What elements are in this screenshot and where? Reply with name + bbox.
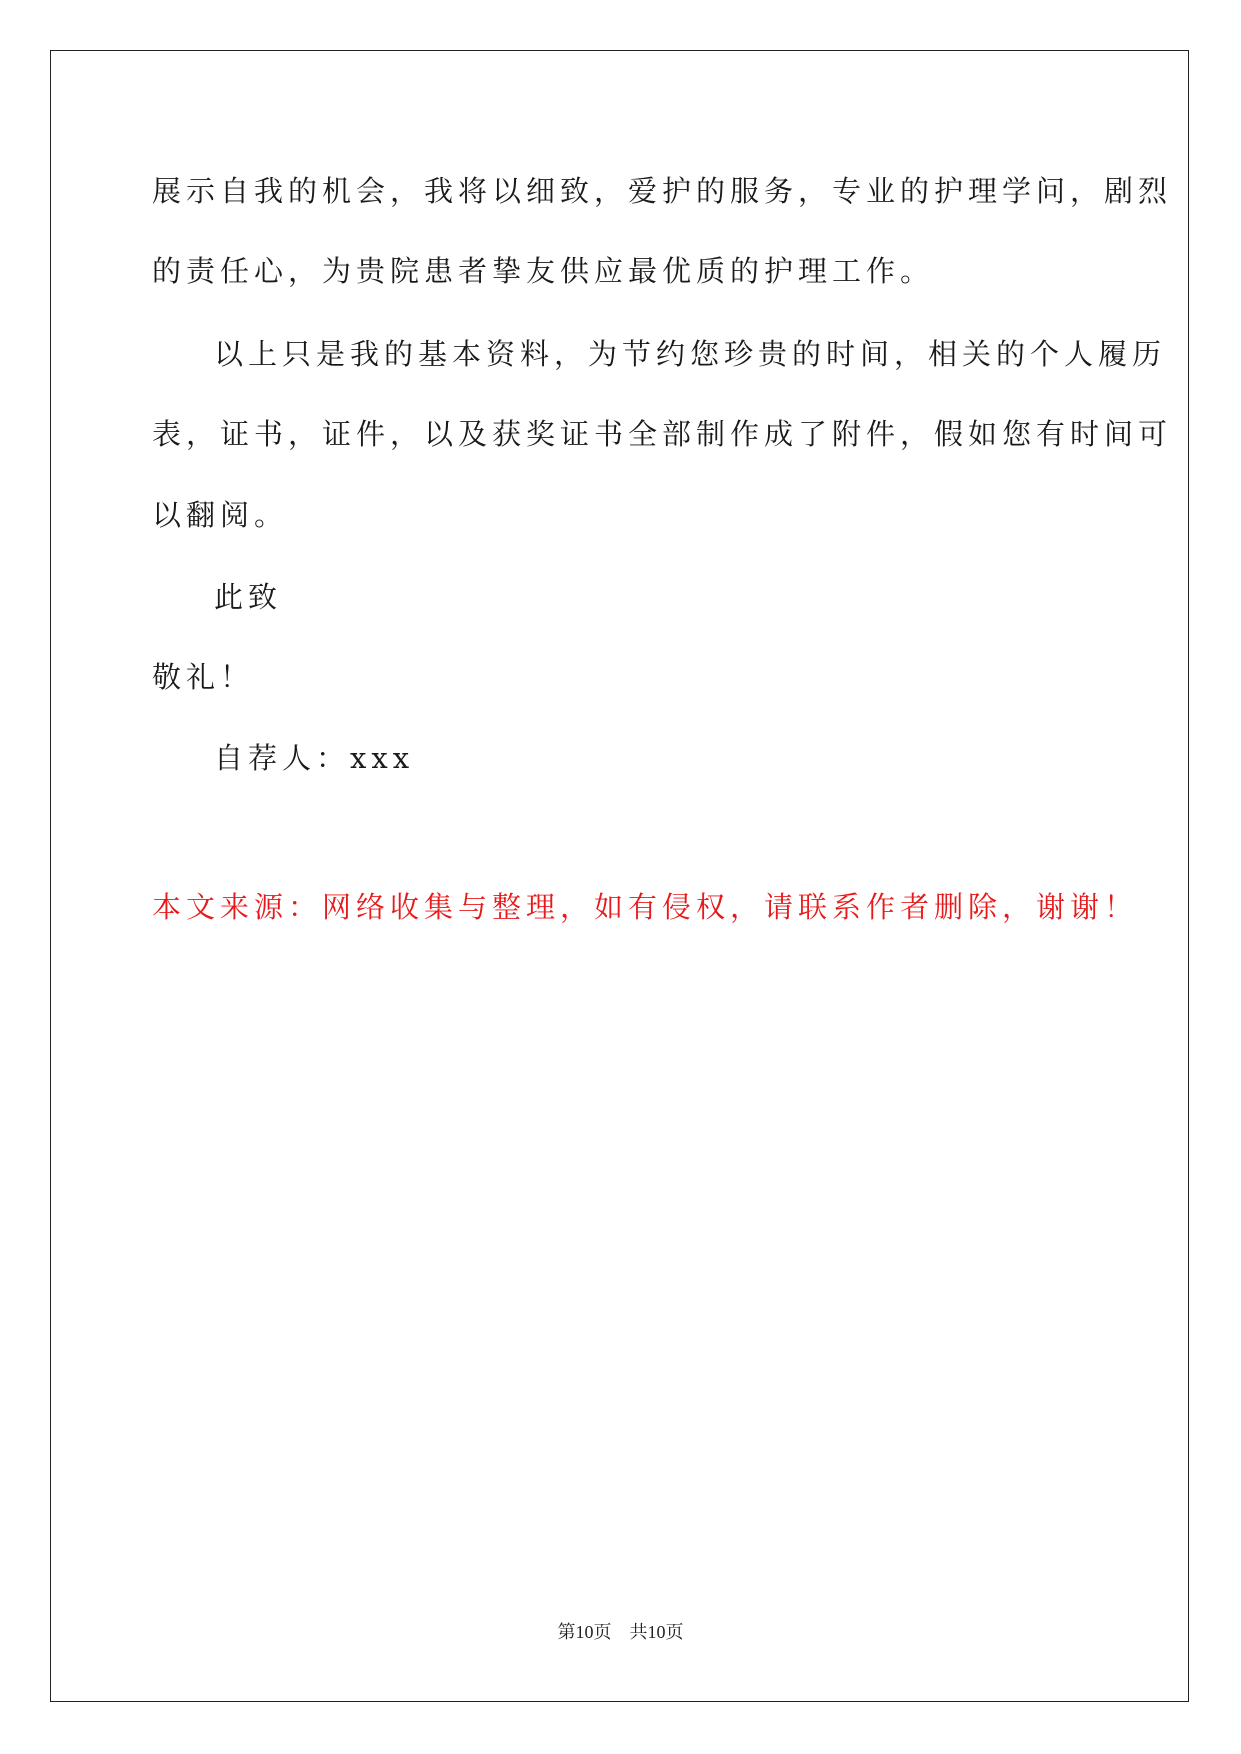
page-total: 共10页 <box>629 1622 684 1642</box>
body-line-4: 表，证书，证件，以及获奖证书全部制作成了附件，假如您有时间可 <box>152 417 1173 451</box>
signature-line: 自荐人：xxx <box>214 741 415 775</box>
page-border <box>50 50 1189 1702</box>
body-line-1: 展示自我的机会，我将以细致，爱护的服务，专业的护理学问，剧烈 <box>152 174 1173 208</box>
source-notice: 本文来源：网络收集与整理，如有侵权，请联系作者删除，谢谢！ <box>152 890 1139 924</box>
page-number: 第10页 <box>557 1622 612 1642</box>
body-line-5: 以翻阅。 <box>152 498 289 532</box>
body-line-3: 以上只是我的基本资料，为节约您珍贵的时间，相关的个人履历 <box>214 337 1167 371</box>
closing-regards: 敬礼！ <box>152 660 255 694</box>
page-footer <box>0 1618 1241 1644</box>
closing-salutation: 此致 <box>214 580 283 614</box>
body-line-2: 的责任心，为贵院患者挚友供应最优质的护理工作。 <box>152 254 935 288</box>
